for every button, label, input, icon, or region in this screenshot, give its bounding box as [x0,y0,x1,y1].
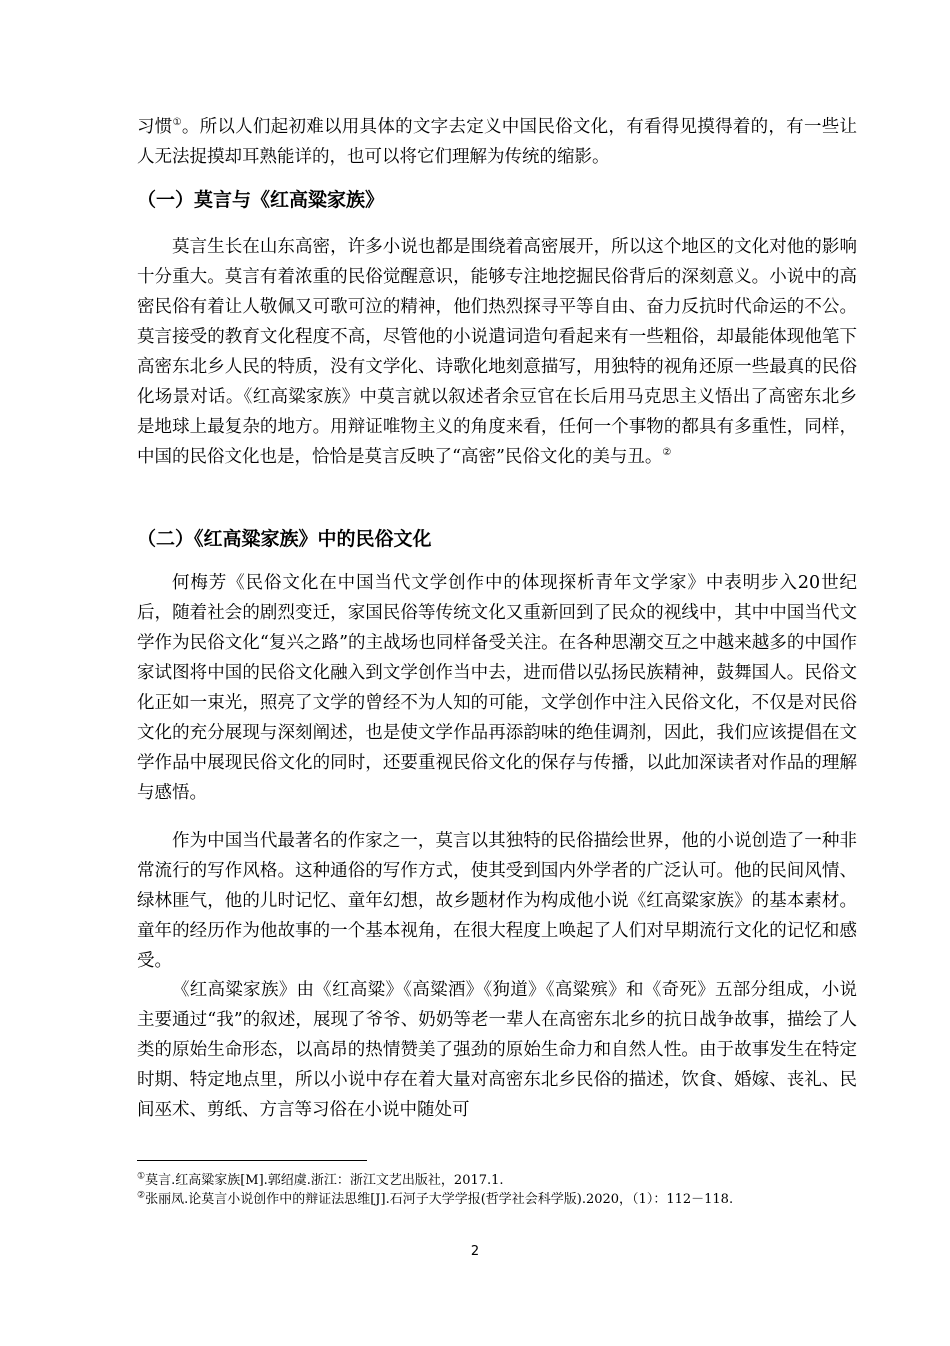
section-heading-1: （一）莫言与《红高粱家族》 [137,189,385,211]
footnote-reference: ① [172,117,182,129]
footnote-item [137,1190,857,1209]
paragraph-section-2-c: 《红高粱家族》由《红高粱》《高粱酒》《狗道》《高粱殡》和《奇死》五部分组成，小说主要通过“我”的叙述，展现了爷爷、奶奶等老一辈人在高密东北乡的抗日战争故事，描绘了人类的原始生命形态，以高昂的热情赞美了强劲的原始生命力和自然人性。由于故事发生在特定时期、特定地点里，所以小说中存在着大量对高密东北乡民俗的描述，饮食、婚嫁、丧礼、民间巫术、剪纸、方言等习俗在小说中随处可 [137,980,857,1120]
page-number: 2 [470,1244,480,1259]
paragraph-text: 。所以人们起初难以用具体的文字去定义中国民俗文化，有看得见摸得着的，有一些让人无法捉摸却耳熟能详的，也可以将它们理解为传统的缩影。 [137,117,858,167]
footnote-divider [137,1160,367,1161]
paragraph-section-2-a: 何梅芳《民俗文化在中国当代文学创作中的体现探析青年文学家》中表明步入20世纪后，随着社会的剧烈变迁，家国民俗等传统文化又重新回到了民众的视线中，其中中国当代文学作为民俗文化“复兴之路”的主战场也同样备受关注。在各种思潮交互之中越来越多的中国作家试图将中国的民俗文化融入到文学创作当中去，进而借以弘扬民族精神，鼓舞国人。民俗文化正如一束光，照亮了文学的曾经不为人知的可能，文学创作中注入民俗文化，不仅是对民俗文化的充分展现与深刻阐述，也是使文学作品再添韵味的绝佳调剂，因此，我们应该提倡在文学作品中展现民俗文化的同时，还要重视民俗文化的保存与传播，以此加深读者对作品的理解与感悟。 [137,573,857,803]
footnotes [137,1171,857,1209]
paragraph-text: 习惯 [137,117,173,137]
footnote-text: 张丽凤.论莫言小说创作中的辩证法思维[J].石河子大学学报(哲学社会科学版).2020，（1）：112－118. [145,1192,734,1207]
footnote-item [137,1171,857,1190]
footnote-marker: ① [137,1171,146,1182]
paragraph-section-2-b: 作为中国当代最著名的作家之一，莫言以其独特的民俗描绘世界，他的小说创造了一种非常流行的写作风格。这种通俗的写作方式，使其受到国内外学者的广泛认可。他的民间风情、绿林匪气，他的儿时记忆、童年幻想，故乡题材作为构成他小说《红高粱家族》的基本素材。童年的经历作为他故事的一个基本视角，在很大程度上唤起了人们对早期流行文化的记忆和感受。 [137,831,857,971]
paragraph-text: 莫言生长在山东高密，许多小说也都是围绕着高密展开，所以这个地区的文化对他的影响十分重大。莫言有着浓重的民俗觉醒意识，能够专注地挖掘民俗背后的深刻意义。小说中的高密民俗有着让人敬佩又可歌可泣的精神，他们热烈探寻平等自由、奋力反抗时代命运的不公。莫言接受的教育文化程度不高，尽管他的小说遣词造句看起来有一些粗俗，却最能体现他笔下高密东北乡人民的特质，没有文学化、诗歌化地刻意描写，用独特的视角还原一些最真的民俗化场景对话。《红高粱家族》中莫言就以叙述者余豆官在长后用马克思主义悟出了高密东北乡是地球上最复杂的地方。用辩证唯物主义的角度来看，任何一个事物的都具有多重性，同样，中国的民俗文化也是，恰恰是莫言反映了“高密”民俗文化的美与丑。 [137,237,857,467]
section-heading-2: （二）《红高粱家族》中的民俗文化 [137,528,432,550]
footnote-marker: ② [137,1190,146,1201]
footnote-text: 莫言.红高粱家族[M].郭绍虞.浙江：浙江文艺出版社，2017.1. [145,1173,504,1188]
paragraph-section-1 [137,232,857,472]
footnote-reference: ② [662,447,672,459]
paragraph-intro-continuation [137,112,857,172]
